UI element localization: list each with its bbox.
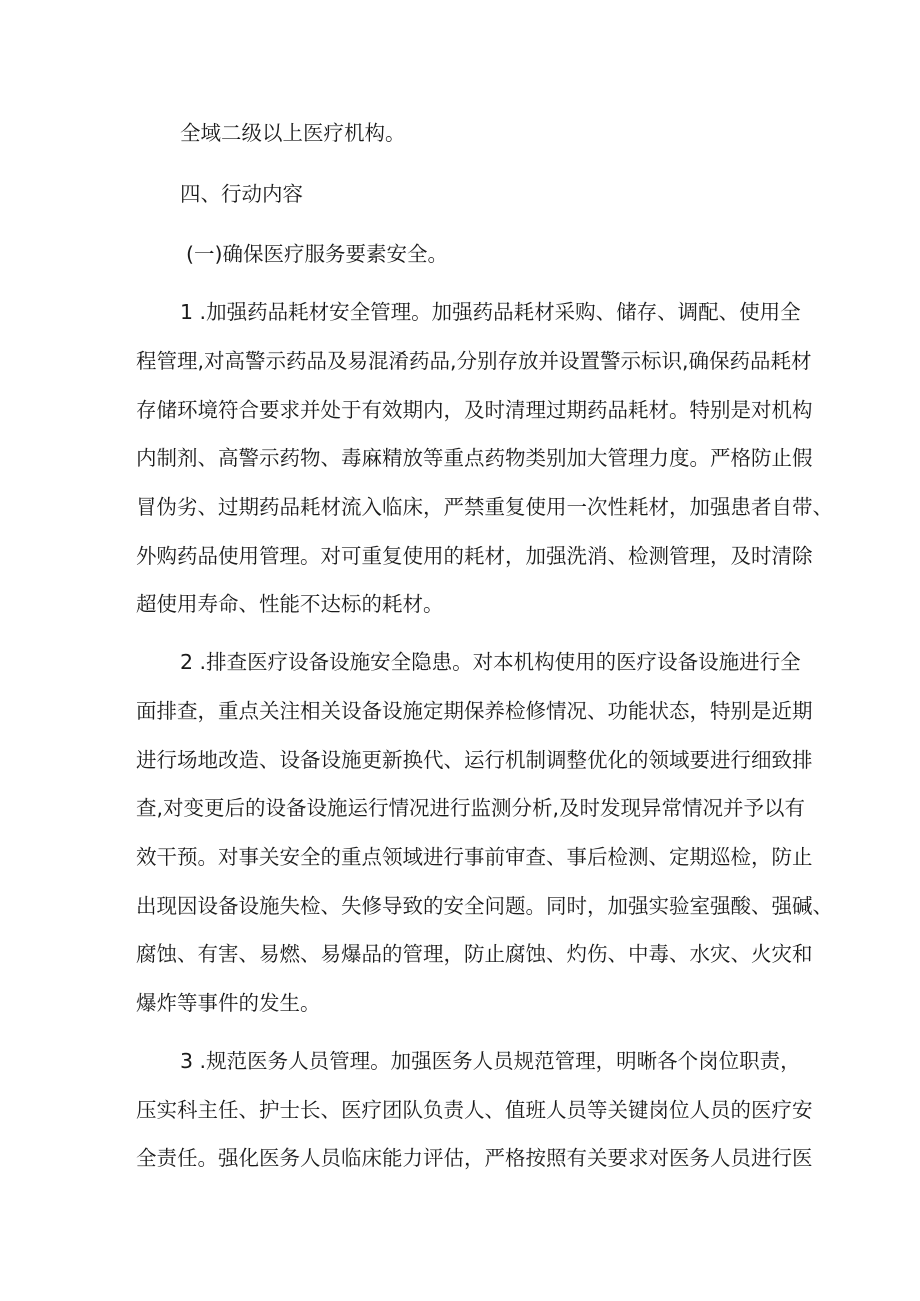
paragraph-line: 进行场地改造、设备设施更新换代、运行机制调整优化的领域要进行细致排 xyxy=(136,748,813,772)
paragraph-line: 爆炸等事件的发生。 xyxy=(136,991,321,1015)
paragraph-line: 1 .加强药品耗材安全管理。加强药品耗材采购、储存、调配、使用全 xyxy=(180,300,801,324)
paragraph-line: 全域二级以上医疗机构。 xyxy=(180,121,406,145)
paragraph-line: 外购药品使用管理。对可重复使用的耗材，加强洗消、检测管理，及时清除 xyxy=(136,544,813,568)
paragraph-line: 效干预。对事关安全的重点领域进行事前审查、事后检测、定期巡检，防止 xyxy=(136,845,813,869)
subsection-heading: (一)确保医疗服务要素安全。 xyxy=(186,242,448,266)
paragraph-line: 2 .排查医疗设备设施安全隐患。对本机构使用的医疗设备设施进行全 xyxy=(180,650,801,674)
paragraph-line: 全责任。强化医务人员临床能力评估，严格按照有关要求对医务人员进行医 xyxy=(136,1146,813,1170)
paragraph-line: 查,对变更后的设备设施运行情况进行监测分析,及时发现异常情况并予以有 xyxy=(136,796,806,820)
paragraph-line: 冒伪劣、过期药品耗材流入临床，严禁重复使用一次性耗材，加强患者自带、 xyxy=(136,495,833,519)
paragraph-line: 超使用寿命、性能不达标的耗材。 xyxy=(136,592,444,616)
paragraph-line: 面排查，重点关注相关设备设施定期保养检修情况、功能状态，特别是近期 xyxy=(136,699,813,723)
paragraph-line: 内制剂、高警示药物、毒麻精放等重点药物类别加大管理力度。严格防止假 xyxy=(136,446,813,470)
paragraph-line: 3 .规范医务人员管理。加强医务人员规范管理，明晰各个岗位职责， xyxy=(180,1049,801,1073)
section-heading: 四、行动内容 xyxy=(180,182,303,206)
paragraph-line: 存储环境符合要求并处于有效期内，及时清理过期药品耗材。特别是对机构 xyxy=(136,398,813,422)
paragraph-line: 程管理,对高警示药品及易混淆药品,分别存放并设置警示标识,确保药品耗材 xyxy=(136,349,812,373)
paragraph-line: 压实科主任、护士长、医疗团队负责人、值班人员等关键岗位人员的医疗安 xyxy=(136,1098,813,1122)
paragraph-line: 出现因设备设施失检、失修导致的安全问题。同时，加强实验室强酸、强碱、 xyxy=(136,894,833,918)
paragraph-line: 腐蚀、有害、易燃、易爆品的管理，防止腐蚀、灼伤、中毒、水灾、火灾和 xyxy=(136,942,813,966)
